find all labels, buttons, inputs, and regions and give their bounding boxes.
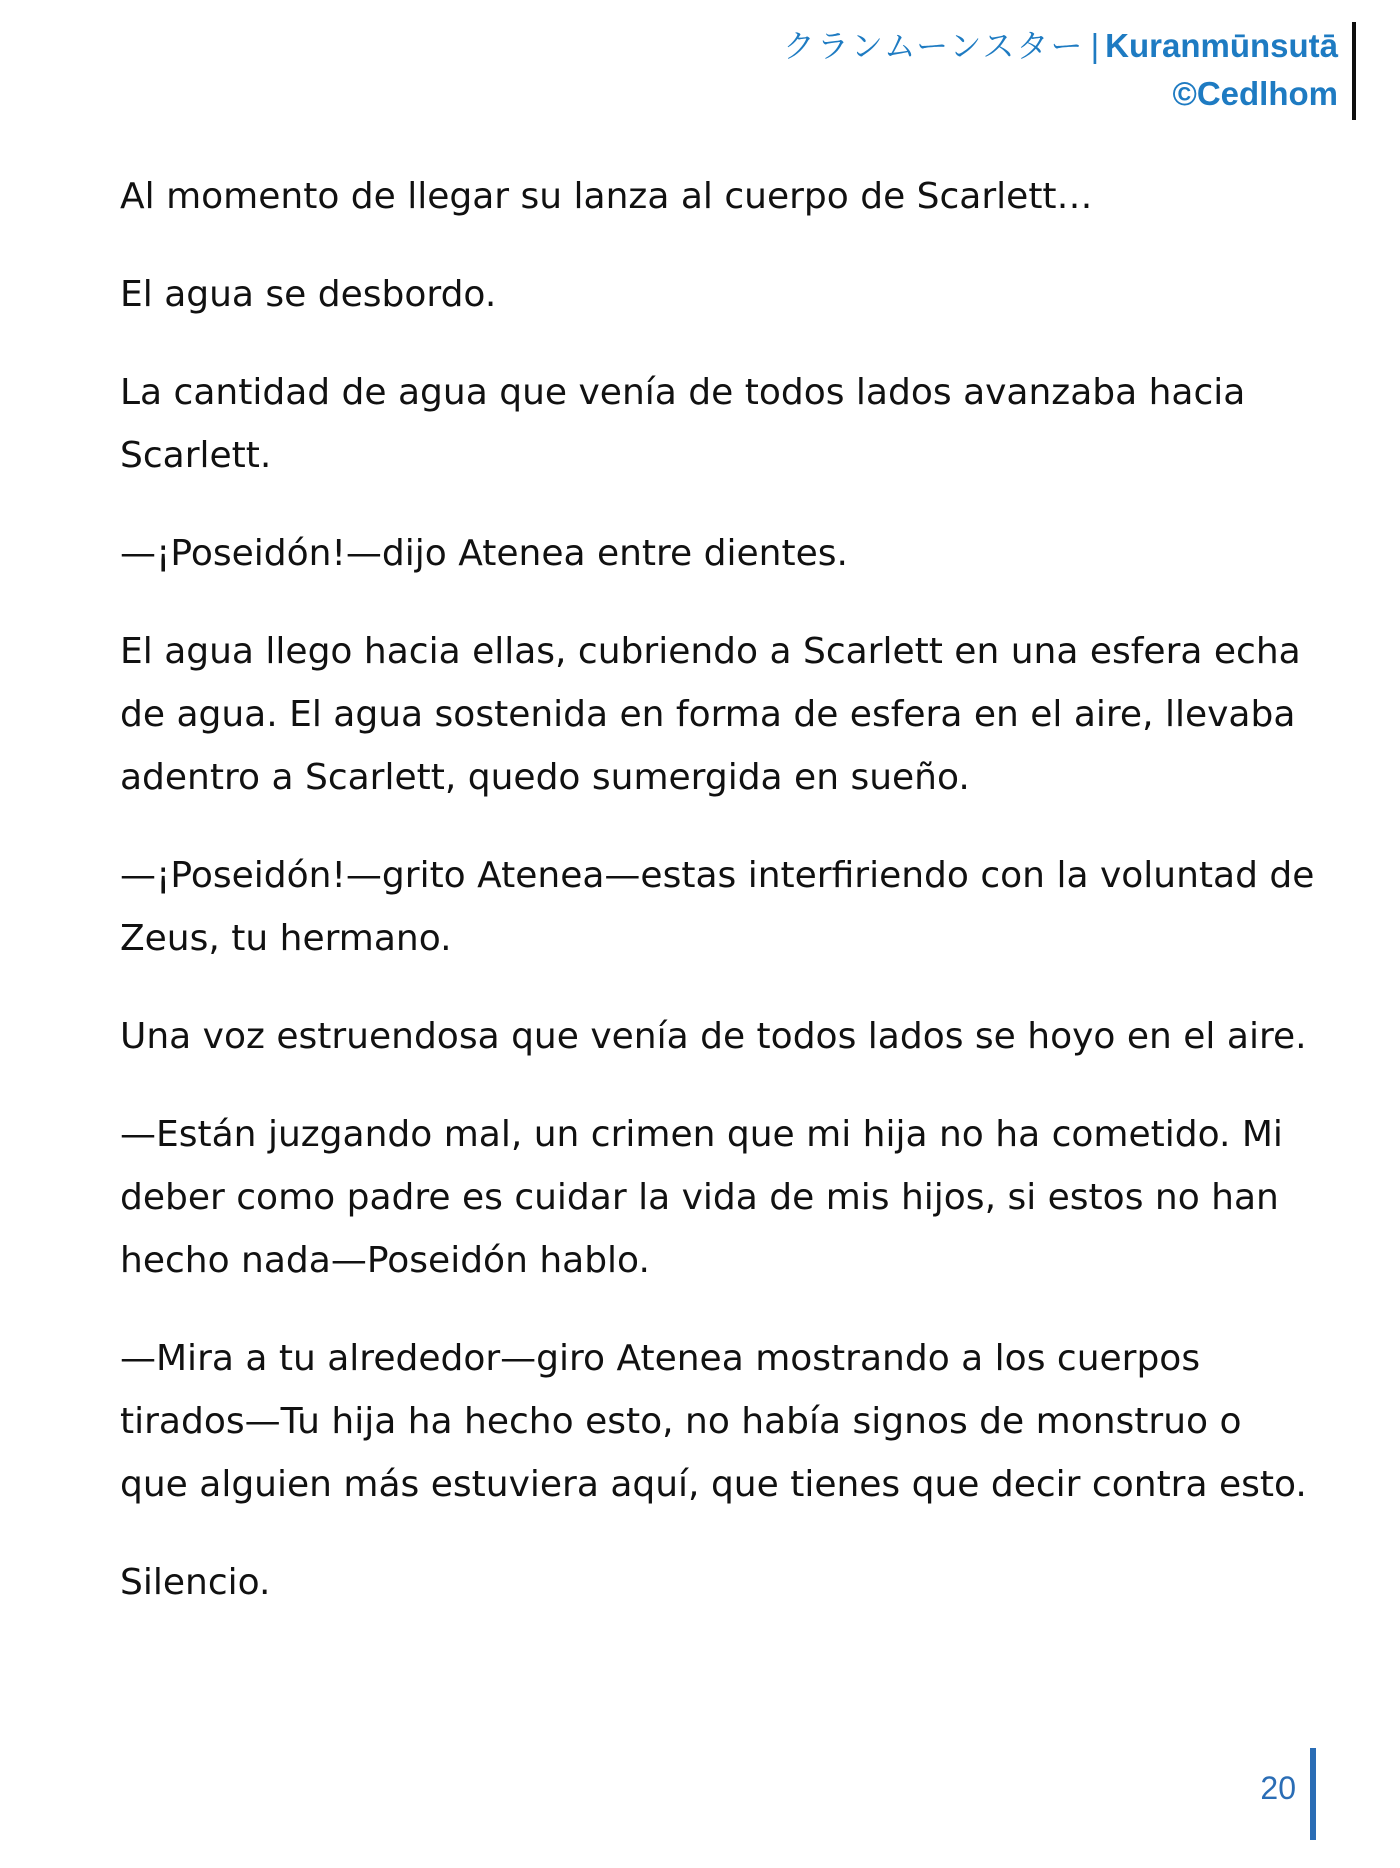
romanized-title: Kuranmūnsutā xyxy=(1105,27,1338,64)
paragraph: El agua se desbordo. xyxy=(120,274,497,315)
story-body xyxy=(120,165,1320,1649)
header-title-line xyxy=(596,22,1338,70)
page-number: 20 xyxy=(1260,1748,1316,1840)
paragraph: Una voz estruendosa que venía de todos lados se hoyo en el aire. xyxy=(120,1016,1307,1057)
paragraph: Silencio. xyxy=(120,1562,271,1603)
paragraph: —Mira a tu alrededor—giro Atenea mostrando a los cuerpos tirados—Tu hija ha hecho esto, no había signos de monstruo o que alguien más estuviera aquí, que tienes que decir contra esto. xyxy=(120,1338,1307,1505)
page-header xyxy=(596,22,1356,120)
paragraph: Al momento de llegar su lanza al cuerpo de Scarlett… xyxy=(120,176,1093,217)
paragraph: La cantidad de agua que venía de todos lados avanzaba hacia Scarlett. xyxy=(120,372,1246,476)
paragraph: El agua llego hacia ellas, cubriendo a Scarlett en una esfera echa de agua. El agua sostenida en forma de esfera en el aire, llevaba adentro a Scarlett, quedo sumergida en sueño. xyxy=(120,631,1301,798)
copyright-notice: ©Cedlhom xyxy=(1172,75,1338,112)
paragraph: —Están juzgando mal, un crimen que mi hija no ha cometido. Mi deber como padre es cuidar la vida de mis hijos, si estos no han hecho nada—Poseidón hablo. xyxy=(120,1114,1283,1281)
title-separator: | xyxy=(1090,27,1100,64)
japanese-title: クランムーンスター xyxy=(783,27,1085,65)
paragraph: —¡Poseidón!—grito Atenea—estas interfiriendo con la voluntad de Zeus, tu hermano. xyxy=(120,855,1315,959)
paragraph: —¡Poseidón!—dijo Atenea entre dientes. xyxy=(120,533,848,574)
